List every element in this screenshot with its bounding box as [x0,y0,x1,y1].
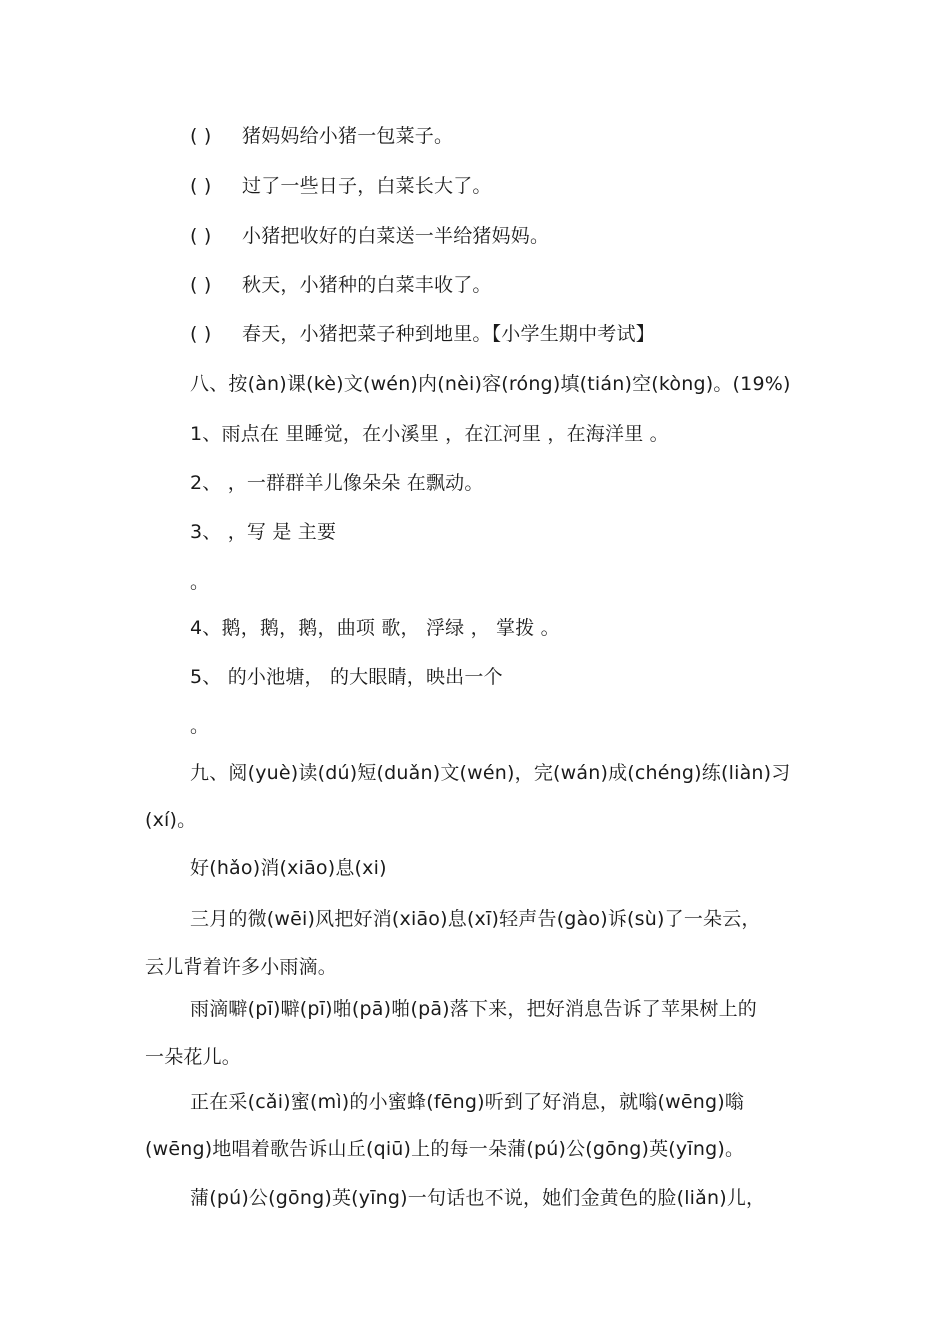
paragraph-line: 云儿背着许多小雨滴。 [145,956,338,978]
ordering-text: 小猪把收好的白菜送一半给猪妈妈。 [242,225,550,247]
fill-blank-item: 1、雨点在 里睡觉，在小溪里 ，在江河里 ，在海洋里 。 [190,423,669,445]
fill-blank-item: 5、 的小池塘， 的大眼睛，映出一个 [190,666,503,688]
answer-bracket[interactable]: ( ) [190,274,212,296]
paragraph-line: 正在采(cǎi)蜜(mì)的小蜜蜂(fēng)听到了好消息，就嗡(wēng)嗡 [190,1091,745,1113]
fill-blank-item: 2、 ，一群群羊儿像朵朵 在飘动。 [190,472,484,494]
story-title: 好(hǎo)消(xiāo)息(xi) [190,857,387,879]
section-9-heading: 九、阅(yuè)读(dú)短(duǎn)文(wén)，完(wán)成(chéng)练(liàn)习 [190,762,791,784]
ordering-item [190,174,492,198]
fill-blank-item: 。 [190,715,210,737]
paragraph-line: 一朵花儿。 [145,1046,242,1068]
paragraph-line: 蒲(pú)公(gōng)英(yīng)一句话也不说，她们金黄色的脸(liǎn)儿， [190,1187,766,1209]
fill-blank-item: 。 [190,571,210,593]
ordering-text: 秋天，小猪种的白菜丰收了。 [242,274,492,296]
ordering-text: 猪妈妈给小猪一包菜子。 [242,125,454,147]
answer-bracket[interactable]: ( ) [190,323,212,345]
ordering-item [190,124,453,148]
paragraph-line: (wēng)地唱着歌告诉山丘(qiū)上的每一朵蒲(pú)公(gōng)英(yīng)。 [145,1138,745,1160]
answer-bracket[interactable]: ( ) [190,225,212,247]
answer-bracket[interactable]: ( ) [190,175,212,197]
fill-blank-item: 3、 ，写 是 主要 [190,521,337,543]
section-9-heading-cont: (xí)。 [145,809,197,831]
section-8-heading: 八、按(àn)课(kè)文(wén)内(nèi)容(róng)填(tián)空(kòng)。(19%) [190,373,791,395]
ordering-item [190,322,655,346]
ordering-item [190,273,492,297]
ordering-text: 春天，小猪把菜子种到地里。【小学生期中考试】 [242,323,655,345]
paragraph-line: 雨滴噼(pī)噼(pī)啪(pā)啪(pā)落下来，把好消息告诉了苹果树上的 [190,998,757,1020]
answer-bracket[interactable]: ( ) [190,125,212,147]
paragraph-line: 三月的微(wēi)风把好消(xiāo)息(xī)轻声告(gào)诉(sù)了一朵云， [190,908,761,930]
ordering-item [190,224,549,248]
ordering-text: 过了一些日子，白菜长大了。 [242,175,492,197]
fill-blank-item: 4、鹅，鹅，鹅，曲项 歌， 浮绿 ， 掌拨 。 [190,617,560,639]
